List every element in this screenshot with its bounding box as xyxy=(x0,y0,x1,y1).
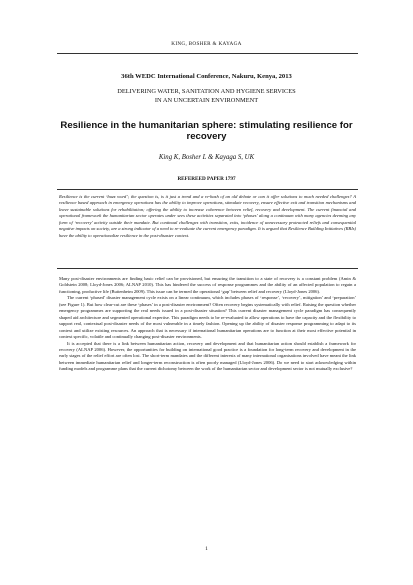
conference-theme-line: DELIVERING WATER, SANITATION AND HYGIENE SERVICES xyxy=(117,88,296,95)
authors: King K, Bosher L & Kayaga S, UK xyxy=(158,154,255,161)
abstract: Resilience is the current ‘buzz word’; the question is, is it just a trend and a re-hash of an old debate or can it offer solutions to much needed challenges? A resilience based approach in emergency operations has the ability to improve operations, stimulate recovery, ensure effective exit and transition mechanisms and leave sustainable solutions for rehabilitation; offering the ability to increase coherence between relief, recovery and development. The current financial and operational framework the humanitarian sector operates under sees these activities separated into ‘phases’ along a continuum with many agencies deeming any form of ‘recovery’ activity outside their mandate. But continual challenges with transition, exits, incidence of unnecessary protracted reliefs and consequential negative impacts on society, are a strong indicator of a need to re-evaluate the current emergency paradigm. It is argued that Resilience Building Initiatives (RBIs) have the ability to operationalize resilience in the post-disaster context. xyxy=(59,194,356,238)
header-rule xyxy=(57,53,358,54)
body-text xyxy=(59,276,356,373)
paper-title: Resilience in the humanitarian sphere: stimulating resilience for recovery xyxy=(60,120,353,143)
running-head: KING, BOSHER & KAYAGA xyxy=(171,41,242,47)
conference-theme-line: IN AN UNCERTAIN ENVIRONMENT xyxy=(154,96,259,104)
body-paragraph: Many post-disaster environments are finding basic relief can be provisioned, but ensuring the transition to a state of recovery is a constant problem (Amin & Goldstein 2008; Lloyd-Jones 2006; ALNAP 2010). This has hindered the success of response programmes and the ability of an affected population to regain a functioning, productive life (Buttenheim 2009). This issue can be termed the operational ‘gap’ between relief and recovery (Lloyd-Jones 2006). xyxy=(59,276,356,294)
body-paragraph: The current ‘phased’ disaster management cycle exists on a linear continuum, which includes phases of ‘response’, ‘recovery’, mitigation’ and ‘preparation’ (see Figure 1). But how clear-cut are these ‘phases’ in a post-disaster environment? Often recovery begins systematically with relief. Raising the question whether emergency programmes are supporting the real needs issued in a post-disaster situation? This current disaster management cycle paradigm has consequently shaped aid architecture and segmented operational expertise. This paradigm needs to be re-evaluated to allow operations to have the capacity and the flexibility to support real, contextual post-disaster needs of the most vulnerable in a timely fashion. Opening up the ability of disaster response programming to adapt to its context and utilize existing resources. An approach that is necessary if international humanitarian operations are to function at their most effective potential in context specific, volatile and continually changing post-disaster environments. xyxy=(59,295,356,340)
conference-theme xyxy=(0,88,413,105)
page-number: 1 xyxy=(205,546,208,552)
abstract-top-rule xyxy=(57,189,358,190)
refereed-paper-label: REFEREED PAPER 1797 xyxy=(177,176,236,182)
conference-title: 36th WEDC International Conference, Nakuru, Kenya, 2013 xyxy=(121,73,292,80)
abstract-bottom-rule xyxy=(57,268,358,269)
body-paragraph: It is accepted that there is a link between humanitarian action, recovery and development and that humanitarian action should establish a framework for recovery (ALNAP 2006). However, the opportunities for building on international good practice is a foundation for long-term recovery and development in the early stages of the relief effort are often lost. The short-term mandates and the different interests of many international organisations involved have meant the link between immediate humanitarian relief and longer-term reconstruction is often poorly managed (Lloyd-Jones 2006). Do we need to start acknowledging within funding models and programme plans that the current dichotomy between the work of the humanitarian sector and development sector is not mutually exclusive? xyxy=(59,340,356,372)
